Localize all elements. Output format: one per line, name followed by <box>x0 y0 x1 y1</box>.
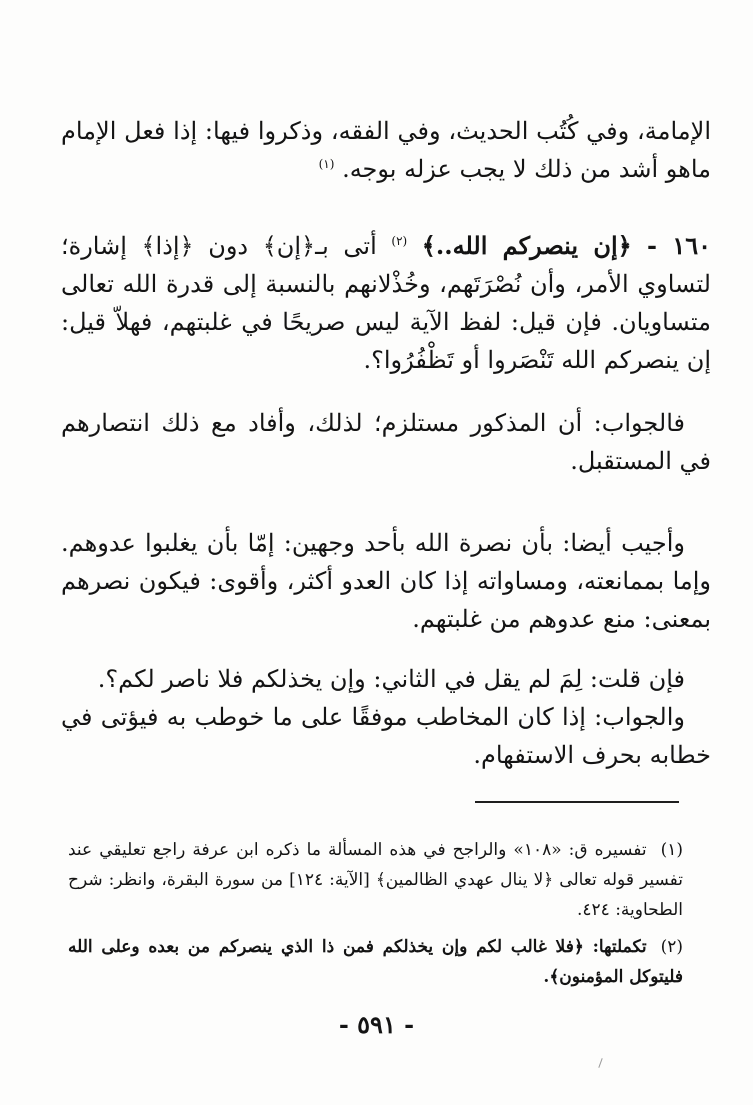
paragraph-answer: فالجواب: أن المذكور مستلزم؛ لذلك، وأفاد مع ذلك انتصارهم في المستقبل. <box>61 409 711 475</box>
paragraph-text: الإمامة، وفي كُتُب الحديث، وفي الفقه، وذكروا فيها: إذا فعل الإمام ماهو أشد من ذلك لا يجب عزله بوجه. <box>61 117 711 183</box>
paragraph-question: فإن قلت: لِمَ لم يقل في الثاني: وإن يخذلكم فلا ناصر لكم؟. <box>97 665 685 693</box>
verse-heading: ١٦٠ - ﴿إن ينصركم الله..﴾ <box>421 231 711 260</box>
paragraph-imamate-conclusion <box>61 112 711 188</box>
page-number: - ٥٩١ - <box>338 1010 415 1039</box>
paragraph-text: أتى بـ﴿إن﴾ دون ﴿إذا﴾ إشارة؛ لتساوي الأمر، وأن نُصْرَتَهم، وخُذْلانهم بالنسبة إلى قدرة الله تعالى متساويان. فإن قيل: لفظ الآية ليس صريحًا في غلبتهم، فهلاّ قيل: إن ينصركم الله تَنْصَروا أو تَظْفُرُوا؟. <box>61 232 711 374</box>
paragraph-second-answer: وأجيب أيضا: بأن نصرة الله بأحد وجهين: إمّا بأن يغلبوا عدوهم. وإما بممانعته، ومساواته إذا كان العدو أكثر، وأقوى: فيكون نصرهم بمعنى: منع عدوهم من غلبتهم. <box>61 529 711 633</box>
footnote-label: (٢) <box>660 937 683 957</box>
footnote-label: (١) <box>660 840 683 860</box>
footnote-text: تكملتها: ﴿فلا غالب لكم وإن يخذلكم فمن ذا الذي ينصركم من بعده وعلى الله فليتوكل المؤمنون﴾. <box>68 937 683 987</box>
paragraph-verse-160 <box>61 227 711 379</box>
footnote-ref-2: (٢) <box>391 234 408 248</box>
scan-speck <box>598 1058 602 1068</box>
paragraph-final-answer: والجواب: إذا كان المخاطب موفقًا على ما خوطب به فيؤتى في خطابه بحرف الاستفهام. <box>61 703 711 769</box>
footnote-text: تفسيره ق: «١٠٨» والراجح في هذه المسألة ما ذكره ابن عرفة راجع تعليقي عند تفسير قوله تعالى ﴿لا ينال عهدي الظالمين﴾ [الآية: ١٢٤] من سورة البقرة، وانظر: شرح الطحاوية: ٤٢٤. <box>68 840 684 920</box>
footnote-2 <box>68 932 683 992</box>
footnote-1 <box>68 835 683 925</box>
footnote-divider <box>475 801 679 803</box>
footnote-ref-1: (١) <box>318 157 335 171</box>
